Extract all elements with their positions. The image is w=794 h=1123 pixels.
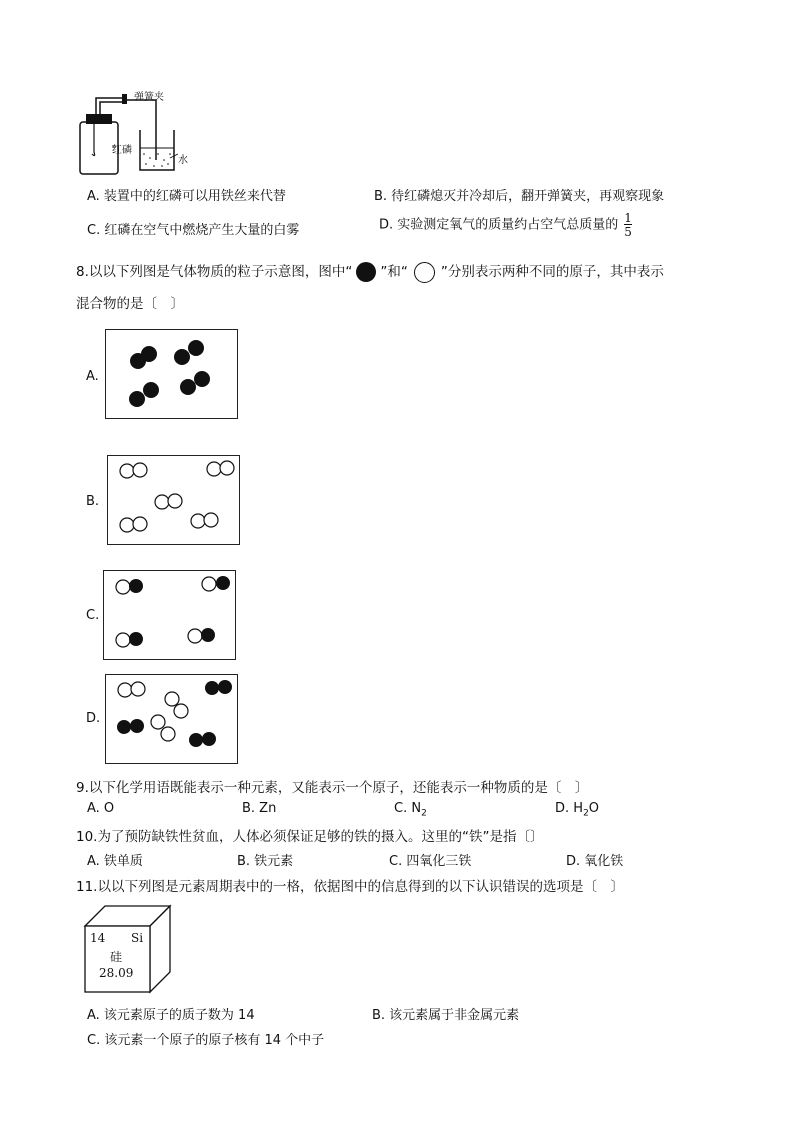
q9-option-c[interactable] [394,801,427,819]
water-label: 水 [178,155,188,166]
clip-label: 弹簧夹 [134,92,164,103]
q9-option-d[interactable] [555,801,599,819]
molecule-group-a [129,340,210,407]
white-atom-icon [414,262,435,283]
q9-option-d-text-a: D. H [555,801,584,816]
q8-box-c[interactable] [103,570,236,660]
element-symbol: Si [131,931,144,945]
q10-option-d[interactable]: D. 氧化铁 [566,854,624,869]
q7-option-d-text: D. 实验测定氧气的质量约占空气总质量的 [379,217,619,233]
q7-option-a[interactable]: A. 装置中的红磷可以用铁丝来代替 [87,189,286,204]
q8-box-d[interactable] [105,674,238,764]
q7-option-b[interactable]: B. 待红磷熄灭并冷却后，翻开弹簧夹，再观察现象 [374,189,665,204]
fraction [624,212,632,238]
q8-label-d[interactable]: D. [86,711,101,726]
q10-stem: 10.为了预防缺铁性贫血，人体必须保证足够的铁的摄入。这里的“铁”是指〔〕 [76,829,544,845]
q8-label-a[interactable]: A. [86,369,99,384]
q10-option-b[interactable]: B. 铁元素 [237,854,294,869]
black-atom-icon [356,262,376,282]
atomic-mass: 28.09 [99,966,134,980]
q7-option-c[interactable]: C. 红磷在空气中燃烧产生大量的白雾 [87,223,300,238]
q9-option-d-subscript: 2 [583,808,589,819]
q7-option-d[interactable] [379,212,632,238]
q11-option-b[interactable]: B. 该元素属于非金属元素 [372,1008,520,1023]
q8-label-c[interactable]: C. [86,608,100,623]
q8-box-a[interactable] [105,329,238,419]
element-cell [80,902,174,994]
q9-option-b[interactable]: B. Zn [242,801,277,816]
molecule-group-d [117,680,232,747]
q9-option-a[interactable]: A. O [87,801,115,816]
element-name: 硅 [110,950,123,964]
fraction-numerator: 1 [624,211,632,225]
q9-option-c-text: C. N [394,801,422,816]
phosphorus-label: 红磷 [112,145,132,156]
q9-option-c-subscript: 2 [421,808,427,819]
q11-option-a[interactable]: A. 该元素原子的质子数为 14 [87,1008,255,1023]
q11-stem: 11.以以下列图是元素周期表中的一格，依据图中的信息得到的以下认识错误的选项是〔 〕 [76,879,624,895]
q9-option-d-text-b: O [588,801,600,816]
q8-box-b[interactable] [107,455,240,545]
molecule-group-b [120,461,234,532]
fraction-denominator: 5 [624,225,632,239]
q8-stem-part-b: ”和“ [380,264,408,280]
molecule-group-c [116,576,230,647]
q10-option-c[interactable]: C. 四氧化三铁 [389,854,472,869]
q9-stem: 9.以下化学用语既能表示一种元素，又能表示一个原子，还能表示一种物质的是〔 〕 [76,780,589,796]
q8-label-b[interactable]: B. [86,494,100,509]
q8-stem-part-a: 8.以以下列图是气体物质的粒子示意图，图中“ [76,264,353,280]
atomic-number: 14 [90,931,106,945]
q10-option-a[interactable]: A. 铁单质 [87,854,143,869]
q8-stem-part-c: ”分别表示两种不同的原子，其中表示 [440,264,664,280]
q8-stem-line2: 混合物的是〔 〕 [76,296,184,312]
q8-stem-line1 [76,260,664,283]
q11-option-c[interactable]: C. 该元素一个原子的原子核有 14 个中子 [87,1033,325,1048]
